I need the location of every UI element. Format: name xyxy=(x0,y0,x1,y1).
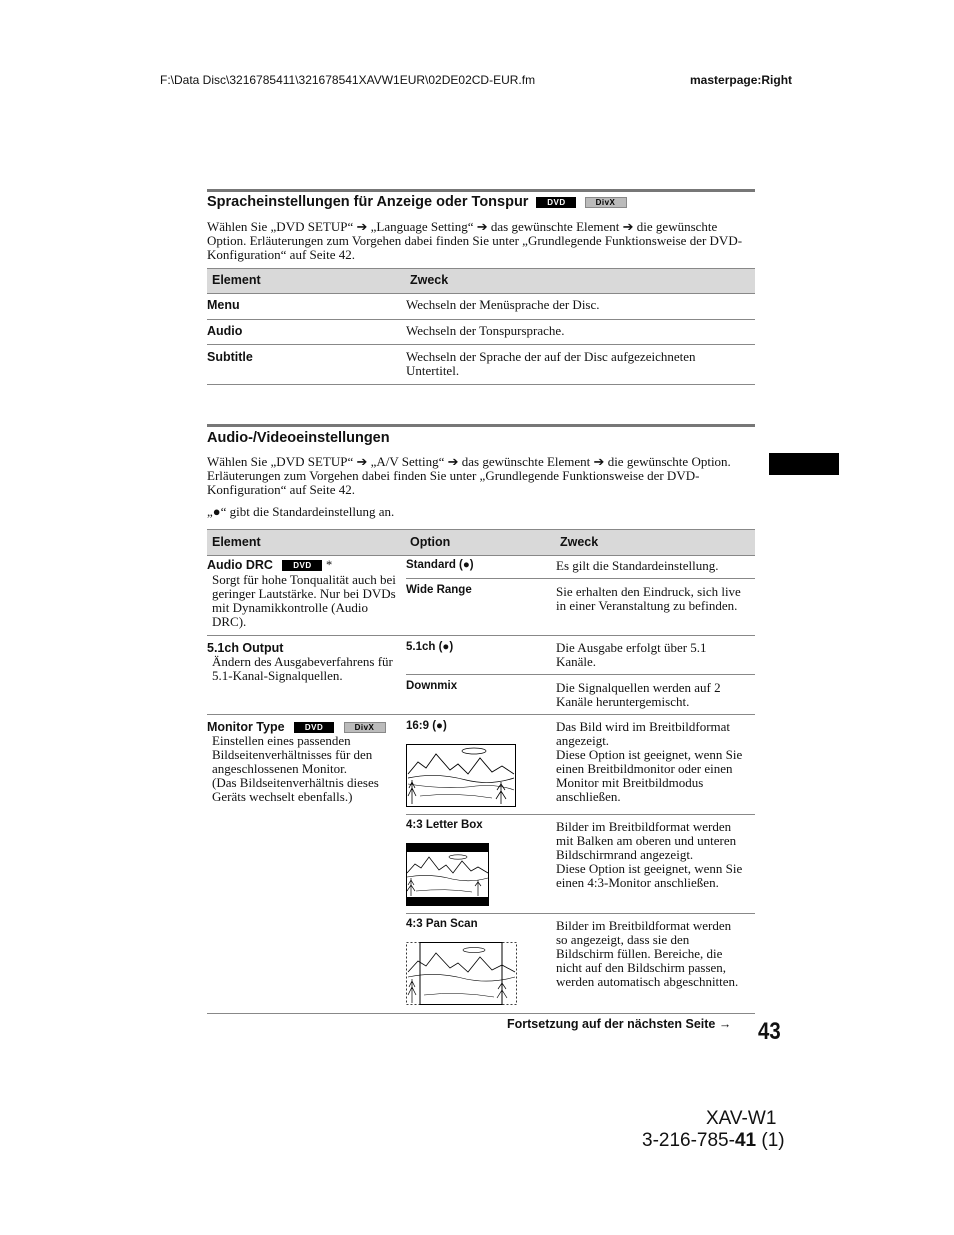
row-menu-element: Menu xyxy=(207,298,240,312)
row-subtitle-purpose: Wechseln der Sprache der auf der Disc aufgezeichneten Untertitel. xyxy=(406,349,696,378)
landscape-16-9-illustration xyxy=(406,744,516,807)
dvd-badge: DVD xyxy=(294,722,334,733)
divx-badge: DivX xyxy=(344,722,386,733)
option-wide-range: Wide Range xyxy=(406,584,472,596)
section1-heading xyxy=(207,194,627,210)
table1-header xyxy=(207,268,755,294)
option-letter-box: 4:3 Letter Box xyxy=(406,819,483,831)
row-divider xyxy=(207,319,755,320)
divx-badge: DivX xyxy=(585,197,627,208)
column-header-option: Option xyxy=(410,535,451,549)
row-audio-element: Audio xyxy=(207,324,243,338)
part-number: 3-216-785-41 (1) xyxy=(642,1130,785,1151)
file-path: F:\Data Disc\3216785411\321678541XAVW1EUR\02DE02CD-EUR.fm xyxy=(160,73,536,87)
option-standard-purpose: Es gilt die Standardeinstellung. xyxy=(556,558,719,573)
page-number: 43 xyxy=(758,1018,781,1045)
option-downmix: Downmix xyxy=(406,680,458,692)
audio-drc-name: Audio DRC xyxy=(207,558,273,572)
table-end-line xyxy=(207,384,755,385)
row-audio-purpose: Wechseln der Tonspursprache. xyxy=(406,323,565,338)
column-header-element: Element xyxy=(212,535,261,549)
row-divider xyxy=(406,578,755,579)
option-51ch-purpose: Die Ausgabe erfolgt über 5.1 Kanäle. xyxy=(556,640,707,669)
column-header-element: Element xyxy=(212,273,261,287)
option-wide-range-purpose: Sie erhalten den Eindruck, sich live in einer Veranstaltung zu befinden. xyxy=(556,584,741,613)
option-standard: Standard (●) xyxy=(406,559,474,571)
asterisk: * xyxy=(325,558,333,572)
section1-title: Spracheinstellungen für Anzeige oder Tonspur xyxy=(207,194,529,210)
row-divider xyxy=(207,714,755,715)
column-header-zweck: Zweck xyxy=(560,535,599,549)
output-51-name: 5.1ch Output xyxy=(207,641,284,655)
dvd-badge: DVD xyxy=(282,560,322,571)
continued-note: Fortsetzung auf der nächsten Seite → xyxy=(507,1017,732,1031)
row-divider xyxy=(406,674,755,675)
pan-scan-illustration xyxy=(406,942,517,1005)
row-subtitle-element: Subtitle xyxy=(207,350,253,364)
row-menu-purpose: Wechseln der Menüsprache der Disc. xyxy=(406,297,600,312)
section-rule xyxy=(207,424,755,427)
option-16-9-purpose: Das Bild wird im Breitbildformat angezeigt. Diese Option ist geeignet, wenn Sie einen Breitbildmonitor oder einen Monitor mit Breitbildmodus anschließen. xyxy=(556,719,743,804)
audio-drc-description: Sorgt für hohe Tonqualität auch bei geringer Lautstärke. Nur bei DVDs mit Dynamikkontrolle (Audio DRC). xyxy=(212,572,396,629)
arrow-right-icon: → xyxy=(718,1017,732,1031)
row-divider xyxy=(207,635,755,636)
section2-intro: Wählen Sie „DVD SETUP“ ➔ „A/V Setting“ ➔ das gewünschte Element ➔ die gewünschte Option. Erläuterungen zum Vorgehen dabei finden Sie unter „Grundlegende Funktionsweise der DVD- Konfiguration“ auf Seite 42. xyxy=(207,454,731,497)
monitor-type-element xyxy=(207,720,386,734)
thumb-tab xyxy=(769,453,839,475)
monitor-type-description: Einstellen eines passenden Bildseitenverhältnisses für den angeschlossenen Monitor. (Das Bildseitenverhältnis dieses Geräts wechselt ebenfalls.) xyxy=(212,733,379,804)
table2-header xyxy=(207,529,755,556)
section2-title: Audio-/Videoeinstellungen xyxy=(207,430,390,446)
table-end-line xyxy=(207,1013,755,1014)
section1-intro: Wählen Sie „DVD SETUP“ ➔ „Language Setting“ ➔ das gewünschte Element ➔ die gewünschte Option. Erläuterungen zum Vorgehen dabei finden Sie unter „Grundlegende Funktionsweise der DVD- Konfiguration“ auf Seite 42. xyxy=(207,219,743,262)
output-51-description: Ändern des Ausgabeverfahrens für 5.1-Kanal-Signalquellen. xyxy=(212,654,393,683)
row-divider xyxy=(207,344,755,345)
option-pan-scan: 4:3 Pan Scan xyxy=(406,918,478,930)
column-header-zweck: Zweck xyxy=(410,273,449,287)
letter-box-illustration xyxy=(406,843,489,906)
default-note: „●“ gibt die Standardeinstellung an. xyxy=(207,504,395,519)
row-divider xyxy=(406,913,755,914)
row-divider xyxy=(406,814,755,815)
model-name: XAV-W1 xyxy=(706,1108,777,1129)
option-16-9: 16:9 (●) xyxy=(406,720,447,732)
masterpage-label: masterpage:Right xyxy=(690,73,793,87)
option-pan-scan-purpose: Bilder im Breitbildformat werden so angezeigt, dass sie den Bildschirm füllen. Bereiche, die nicht auf den Bildschirm passen, werden automatisch abgeschnitten. xyxy=(556,918,739,989)
dvd-badge: DVD xyxy=(536,197,576,208)
option-downmix-purpose: Die Signalquellen werden auf 2 Kanäle heruntergemischt. xyxy=(556,680,721,709)
option-51ch: 5.1ch (●) xyxy=(406,641,454,653)
audio-drc-element xyxy=(207,558,332,573)
section-rule xyxy=(207,189,755,192)
monitor-type-name: Monitor Type xyxy=(207,720,285,734)
option-letter-box-purpose: Bilder im Breitbildformat werden mit Balken am oberen und unteren Bildschirmrand angezeigt. Diese Option ist geeignet, wenn Sie einen 4:3-Monitor anschließen. xyxy=(556,819,743,890)
